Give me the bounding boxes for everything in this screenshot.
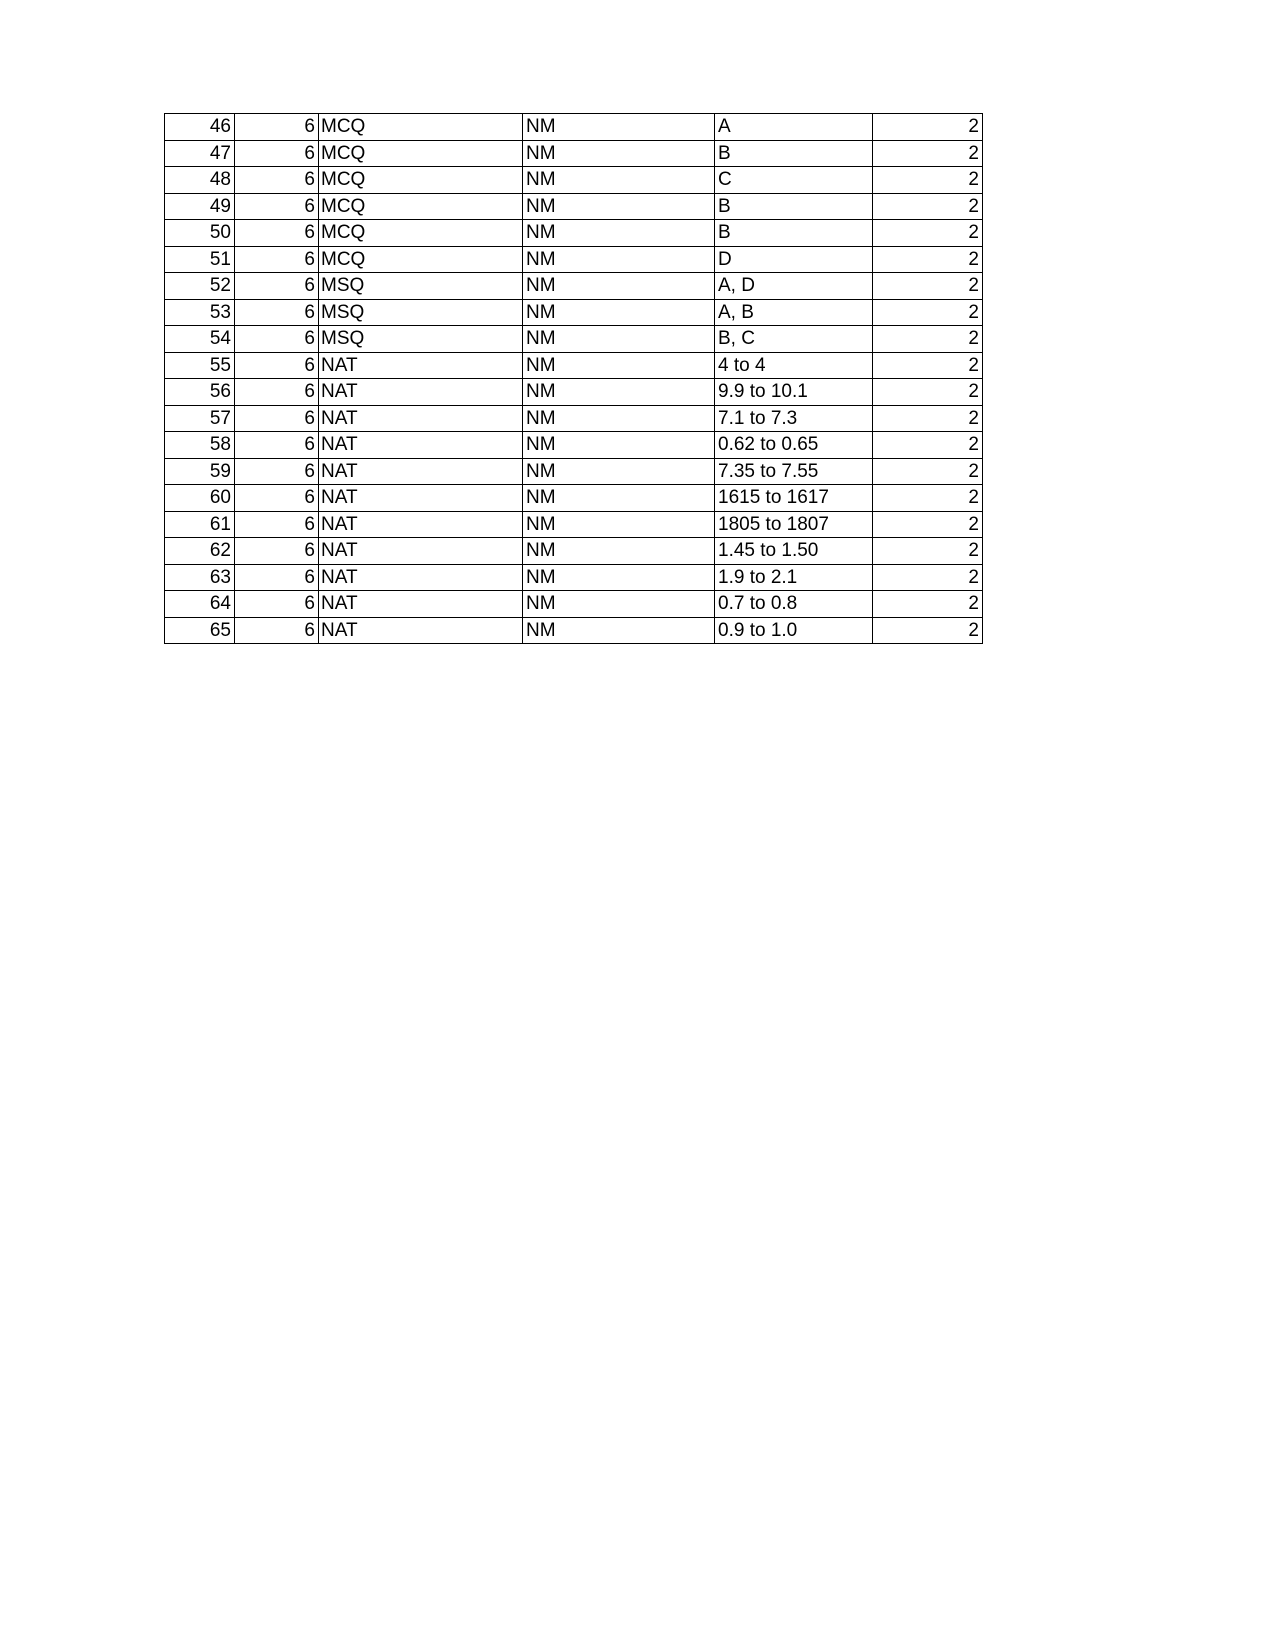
question-number-cell: 63 (165, 564, 235, 591)
question-type-cell: NAT (319, 564, 523, 591)
section-cell: NM (523, 326, 715, 353)
question-type-cell: NAT (319, 405, 523, 432)
question-type-cell: MCQ (319, 167, 523, 194)
question-number-cell: 46 (165, 114, 235, 141)
question-type-cell: MCQ (319, 193, 523, 220)
session-cell: 6 (235, 299, 319, 326)
section-cell: NM (523, 246, 715, 273)
question-type-cell: NAT (319, 458, 523, 485)
table-row (165, 220, 983, 247)
marks-cell: 2 (873, 511, 983, 538)
section-cell: NM (523, 167, 715, 194)
question-type-cell: NAT (319, 511, 523, 538)
question-type-cell: MCQ (319, 114, 523, 141)
table-row (165, 193, 983, 220)
answer-key-cell: B (715, 193, 873, 220)
question-type-cell: MSQ (319, 299, 523, 326)
session-cell: 6 (235, 511, 319, 538)
question-number-cell: 48 (165, 167, 235, 194)
marks-cell: 2 (873, 114, 983, 141)
answer-key-cell: 1.45 to 1.50 (715, 538, 873, 565)
session-cell: 6 (235, 432, 319, 459)
table-row (165, 511, 983, 538)
table-row (165, 352, 983, 379)
answer-key-cell: D (715, 246, 873, 273)
question-number-cell: 60 (165, 485, 235, 512)
answer-key-cell: A, D (715, 273, 873, 300)
question-number-cell: 47 (165, 140, 235, 167)
marks-cell: 2 (873, 405, 983, 432)
answer-key-cell: A (715, 114, 873, 141)
table-row (165, 326, 983, 353)
answer-key-rows (165, 114, 983, 644)
question-number-cell: 52 (165, 273, 235, 300)
question-type-cell: NAT (319, 432, 523, 459)
marks-cell: 2 (873, 591, 983, 618)
marks-cell: 2 (873, 299, 983, 326)
question-number-cell: 65 (165, 617, 235, 644)
question-type-cell: NAT (319, 485, 523, 512)
answer-key-cell: 7.1 to 7.3 (715, 405, 873, 432)
question-number-cell: 51 (165, 246, 235, 273)
marks-cell: 2 (873, 538, 983, 565)
session-cell: 6 (235, 379, 319, 406)
marks-cell: 2 (873, 273, 983, 300)
table-row (165, 114, 983, 141)
section-cell: NM (523, 591, 715, 618)
section-cell: NM (523, 299, 715, 326)
marks-cell: 2 (873, 485, 983, 512)
section-cell: NM (523, 405, 715, 432)
session-cell: 6 (235, 458, 319, 485)
table-row (165, 405, 983, 432)
answer-key-cell: 1615 to 1617 (715, 485, 873, 512)
marks-cell: 2 (873, 246, 983, 273)
answer-key-table (164, 113, 983, 644)
table-row (165, 485, 983, 512)
question-number-cell: 64 (165, 591, 235, 618)
marks-cell: 2 (873, 432, 983, 459)
table-row (165, 564, 983, 591)
session-cell: 6 (235, 538, 319, 565)
marks-cell: 2 (873, 167, 983, 194)
question-type-cell: NAT (319, 352, 523, 379)
marks-cell: 2 (873, 379, 983, 406)
answer-key-cell: 0.9 to 1.0 (715, 617, 873, 644)
section-cell: NM (523, 485, 715, 512)
marks-cell: 2 (873, 564, 983, 591)
table-row (165, 273, 983, 300)
question-number-cell: 62 (165, 538, 235, 565)
section-cell: NM (523, 220, 715, 247)
session-cell: 6 (235, 114, 319, 141)
question-type-cell: MCQ (319, 246, 523, 273)
marks-cell: 2 (873, 140, 983, 167)
question-number-cell: 50 (165, 220, 235, 247)
question-type-cell: MCQ (319, 220, 523, 247)
section-cell: NM (523, 140, 715, 167)
section-cell: NM (523, 379, 715, 406)
question-number-cell: 53 (165, 299, 235, 326)
marks-cell: 2 (873, 352, 983, 379)
table-row (165, 246, 983, 273)
answer-key-cell: B (715, 220, 873, 247)
session-cell: 6 (235, 326, 319, 353)
section-cell: NM (523, 273, 715, 300)
question-type-cell: MCQ (319, 140, 523, 167)
question-number-cell: 54 (165, 326, 235, 353)
session-cell: 6 (235, 273, 319, 300)
session-cell: 6 (235, 193, 319, 220)
question-number-cell: 59 (165, 458, 235, 485)
table-row (165, 458, 983, 485)
answer-key-cell: B, C (715, 326, 873, 353)
section-cell: NM (523, 538, 715, 565)
question-type-cell: NAT (319, 617, 523, 644)
question-number-cell: 49 (165, 193, 235, 220)
answer-key-cell: A, B (715, 299, 873, 326)
marks-cell: 2 (873, 326, 983, 353)
session-cell: 6 (235, 167, 319, 194)
session-cell: 6 (235, 352, 319, 379)
section-cell: NM (523, 617, 715, 644)
session-cell: 6 (235, 246, 319, 273)
table-row (165, 299, 983, 326)
section-cell: NM (523, 511, 715, 538)
question-number-cell: 61 (165, 511, 235, 538)
session-cell: 6 (235, 564, 319, 591)
table-row (165, 432, 983, 459)
marks-cell: 2 (873, 617, 983, 644)
answer-key-cell: B (715, 140, 873, 167)
question-number-cell: 57 (165, 405, 235, 432)
question-type-cell: NAT (319, 538, 523, 565)
session-cell: 6 (235, 591, 319, 618)
question-type-cell: NAT (319, 591, 523, 618)
answer-key-cell: 4 to 4 (715, 352, 873, 379)
table-row (165, 167, 983, 194)
section-cell: NM (523, 564, 715, 591)
session-cell: 6 (235, 617, 319, 644)
section-cell: NM (523, 432, 715, 459)
table-row (165, 140, 983, 167)
section-cell: NM (523, 458, 715, 485)
question-type-cell: MSQ (319, 326, 523, 353)
table-row (165, 617, 983, 644)
table-row (165, 538, 983, 565)
section-cell: NM (523, 114, 715, 141)
question-number-cell: 56 (165, 379, 235, 406)
answer-key-cell: 1805 to 1807 (715, 511, 873, 538)
session-cell: 6 (235, 140, 319, 167)
answer-key-cell: 9.9 to 10.1 (715, 379, 873, 406)
table-row (165, 591, 983, 618)
question-type-cell: MSQ (319, 273, 523, 300)
question-number-cell: 55 (165, 352, 235, 379)
section-cell: NM (523, 352, 715, 379)
answer-key-cell: 0.62 to 0.65 (715, 432, 873, 459)
question-number-cell: 58 (165, 432, 235, 459)
answer-key-cell: 7.35 to 7.55 (715, 458, 873, 485)
question-type-cell: NAT (319, 379, 523, 406)
answer-key-cell: C (715, 167, 873, 194)
marks-cell: 2 (873, 458, 983, 485)
section-cell: NM (523, 193, 715, 220)
marks-cell: 2 (873, 220, 983, 247)
session-cell: 6 (235, 405, 319, 432)
answer-key-cell: 0.7 to 0.8 (715, 591, 873, 618)
answer-key-cell: 1.9 to 2.1 (715, 564, 873, 591)
marks-cell: 2 (873, 193, 983, 220)
session-cell: 6 (235, 485, 319, 512)
table-row (165, 379, 983, 406)
session-cell: 6 (235, 220, 319, 247)
